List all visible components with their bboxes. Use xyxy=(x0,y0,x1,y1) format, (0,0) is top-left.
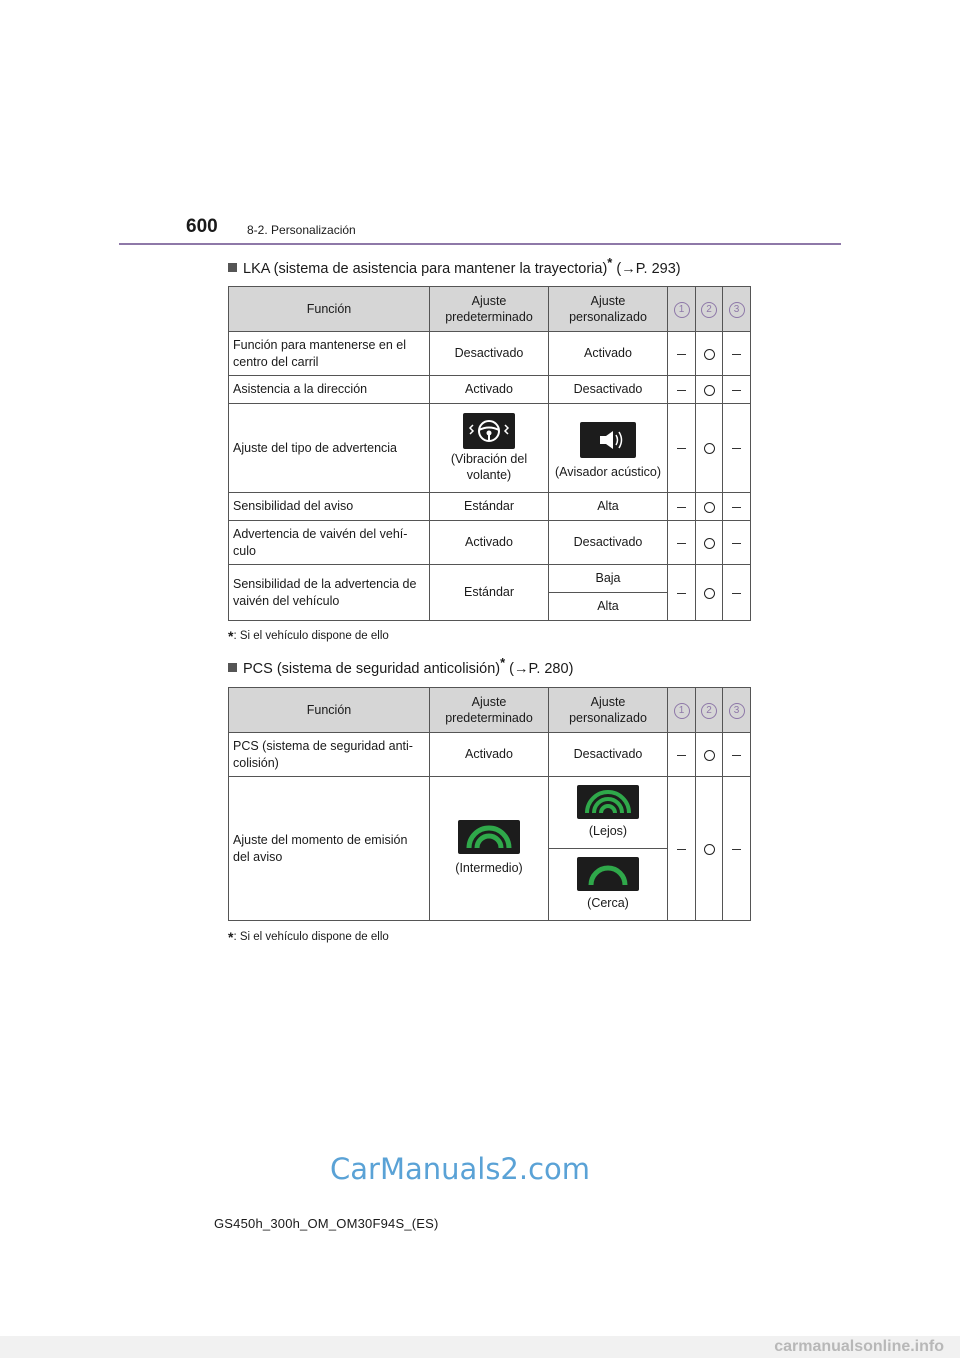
mode-3-cell xyxy=(723,733,751,777)
circle-icon xyxy=(704,750,715,761)
mode-2-cell xyxy=(696,777,723,921)
custom-value-cell: Desactivado xyxy=(549,376,668,404)
dash-icon xyxy=(732,354,741,355)
circle-icon xyxy=(704,588,715,599)
default-value-cell xyxy=(430,404,549,493)
dash-icon xyxy=(677,507,686,508)
mode-3-cell xyxy=(723,565,751,621)
mode-3-cell xyxy=(723,521,751,565)
funcion-cell: Ajuste del tipo de advertencia xyxy=(229,404,430,493)
mode-1-cell xyxy=(668,493,696,521)
mode-3-cell xyxy=(723,493,751,521)
mode-2-cell xyxy=(696,404,723,493)
funcion-cell: Función para mantenerse en el centro del carril xyxy=(229,332,430,376)
funcion-cell: PCS (sistema de seguridad anti-colisión) xyxy=(229,733,430,777)
custom-value-cell xyxy=(549,404,668,493)
default-value-caption: (Vibración del volante) xyxy=(450,451,528,482)
mode-1-cell xyxy=(668,777,696,921)
circle-icon xyxy=(704,385,715,396)
number-3-icon: 3 xyxy=(729,703,745,719)
footnote-star: * xyxy=(228,929,234,945)
custom-value-cell: Alta xyxy=(549,593,668,621)
mode-3-cell xyxy=(723,376,751,404)
column-header-ajuste-personalizado: Ajuste personalizado xyxy=(549,287,668,332)
table-header-row xyxy=(229,287,751,332)
column-header-ajuste-personalizado: Ajuste personalizado xyxy=(549,688,668,733)
default-value-cell: Activado xyxy=(430,521,549,565)
table-header-row xyxy=(229,688,751,733)
custom-value-cell: Desactivado xyxy=(549,521,668,565)
section-title: 8-2. Personalización xyxy=(247,223,356,237)
number-1-icon: 1 xyxy=(674,703,690,719)
page-reference: (→P. 293) xyxy=(612,260,681,277)
column-header-2 xyxy=(696,688,723,733)
funcion-cell: Asistencia a la dirección xyxy=(229,376,430,404)
custom-value-cell: Baja xyxy=(549,565,668,593)
mode-3-cell xyxy=(723,404,751,493)
dash-icon xyxy=(732,755,741,756)
funcion-cell: Ajuste del momento de emisión del aviso xyxy=(229,777,430,921)
mode-3-cell xyxy=(723,777,751,921)
circle-icon xyxy=(704,538,715,549)
buzzer-icon xyxy=(580,422,636,458)
mode-1-cell xyxy=(668,733,696,777)
table-row xyxy=(229,404,751,493)
mode-2-cell xyxy=(696,521,723,565)
table-row xyxy=(229,376,751,404)
default-value-caption: (Intermedio) xyxy=(455,861,523,876)
dash-icon xyxy=(732,390,741,391)
warning-timing-near-icon xyxy=(577,857,639,891)
custom-value-cell: Activado xyxy=(549,332,668,376)
custom-value-cell: Alta xyxy=(549,493,668,521)
bottom-watermark: carmanualsonline.info xyxy=(774,1338,944,1355)
circle-icon xyxy=(704,502,715,513)
custom-value-cell: Desactivado xyxy=(549,733,668,777)
mode-1-cell xyxy=(668,376,696,404)
column-header-funcion: Función xyxy=(229,287,430,332)
lka-heading-text: LKA (sistema de asistencia para mantener la trayectoria) xyxy=(243,260,608,277)
column-header-funcion: Función xyxy=(229,688,430,733)
watermark: CarManuals2.com xyxy=(330,1152,591,1186)
dash-icon xyxy=(677,448,686,449)
lka-settings-table xyxy=(228,286,751,621)
mode-3-cell xyxy=(723,332,751,376)
mode-2-cell xyxy=(696,376,723,404)
mode-1-cell xyxy=(668,404,696,493)
lka-footnote xyxy=(228,628,389,644)
funcion-cell: Sensibilidad de la advertencia de vaivén del vehículo xyxy=(229,565,430,621)
number-2-icon: 2 xyxy=(701,703,717,719)
column-header-2 xyxy=(696,287,723,332)
footnote-star: * xyxy=(607,255,613,270)
dash-icon xyxy=(677,354,686,355)
footnote-star: * xyxy=(500,655,506,670)
default-value-cell: Estándar xyxy=(430,493,549,521)
mode-2-cell xyxy=(696,332,723,376)
table-row xyxy=(229,493,751,521)
bullet-square-icon xyxy=(228,663,237,672)
number-1-icon: 1 xyxy=(674,302,690,318)
number-2-icon: 2 xyxy=(701,302,717,318)
circle-icon xyxy=(704,844,715,855)
default-value-cell xyxy=(430,777,549,921)
page-number: 600 xyxy=(186,216,218,237)
circle-icon xyxy=(704,349,715,360)
dash-icon xyxy=(677,755,686,756)
footnote-text: : Si el vehículo dispone de ello xyxy=(233,630,389,642)
steering-vibration-icon xyxy=(463,413,515,449)
header-rule xyxy=(119,243,841,245)
column-header-1 xyxy=(668,688,696,733)
pcs-settings-table xyxy=(228,687,751,921)
dash-icon xyxy=(732,849,741,850)
dash-icon xyxy=(732,448,741,449)
dash-icon xyxy=(677,543,686,544)
dash-icon xyxy=(732,543,741,544)
dash-icon xyxy=(677,849,686,850)
warning-timing-intermediate-icon xyxy=(458,820,520,854)
funcion-cell: Sensibilidad del aviso xyxy=(229,493,430,521)
pcs-heading xyxy=(228,655,573,677)
bullet-square-icon xyxy=(228,263,237,272)
dash-icon xyxy=(677,593,686,594)
footnote-text: : Si el vehículo dispone de ello xyxy=(233,931,389,943)
mode-2-cell xyxy=(696,493,723,521)
mode-2-cell xyxy=(696,565,723,621)
pcs-footnote xyxy=(228,929,389,945)
column-header-1 xyxy=(668,287,696,332)
table-row xyxy=(229,332,751,376)
custom-value-caption: (Cerca) xyxy=(587,896,629,911)
column-header-ajuste-predeterminado: Ajuste predeterminado xyxy=(430,287,549,332)
document-id: GS450h_300h_OM_OM30F94S_(ES) xyxy=(214,1216,439,1231)
custom-value-cell xyxy=(549,777,668,849)
custom-value-cell xyxy=(549,849,668,921)
warning-timing-far-icon xyxy=(577,785,639,819)
page-reference: (→P. 280) xyxy=(505,660,574,677)
dash-icon xyxy=(732,593,741,594)
mode-2-cell xyxy=(696,733,723,777)
footnote-star: * xyxy=(228,628,234,644)
default-value-cell: Activado xyxy=(430,733,549,777)
table-row xyxy=(229,521,751,565)
custom-value-caption: (Avisador acústico) xyxy=(554,464,662,479)
table-row xyxy=(229,565,751,593)
table-row xyxy=(229,733,751,777)
circle-icon xyxy=(704,443,715,454)
column-header-3 xyxy=(723,287,751,332)
dash-icon xyxy=(677,390,686,391)
default-value-cell: Estándar xyxy=(430,565,549,621)
table-row xyxy=(229,777,751,849)
lka-heading xyxy=(228,255,681,277)
default-value-cell: Desactivado xyxy=(430,332,549,376)
column-header-ajuste-predeterminado: Ajuste predeterminado xyxy=(430,688,549,733)
pcs-heading-text: PCS (sistema de seguridad anticolisión) xyxy=(243,660,501,677)
default-value-cell: Activado xyxy=(430,376,549,404)
mode-1-cell xyxy=(668,565,696,621)
custom-value-caption: (Lejos) xyxy=(588,824,628,839)
number-3-icon: 3 xyxy=(729,302,745,318)
dash-icon xyxy=(732,507,741,508)
funcion-cell: Advertencia de vaivén del vehí-culo xyxy=(229,521,430,565)
column-header-3 xyxy=(723,688,751,733)
mode-1-cell xyxy=(668,521,696,565)
mode-1-cell xyxy=(668,332,696,376)
